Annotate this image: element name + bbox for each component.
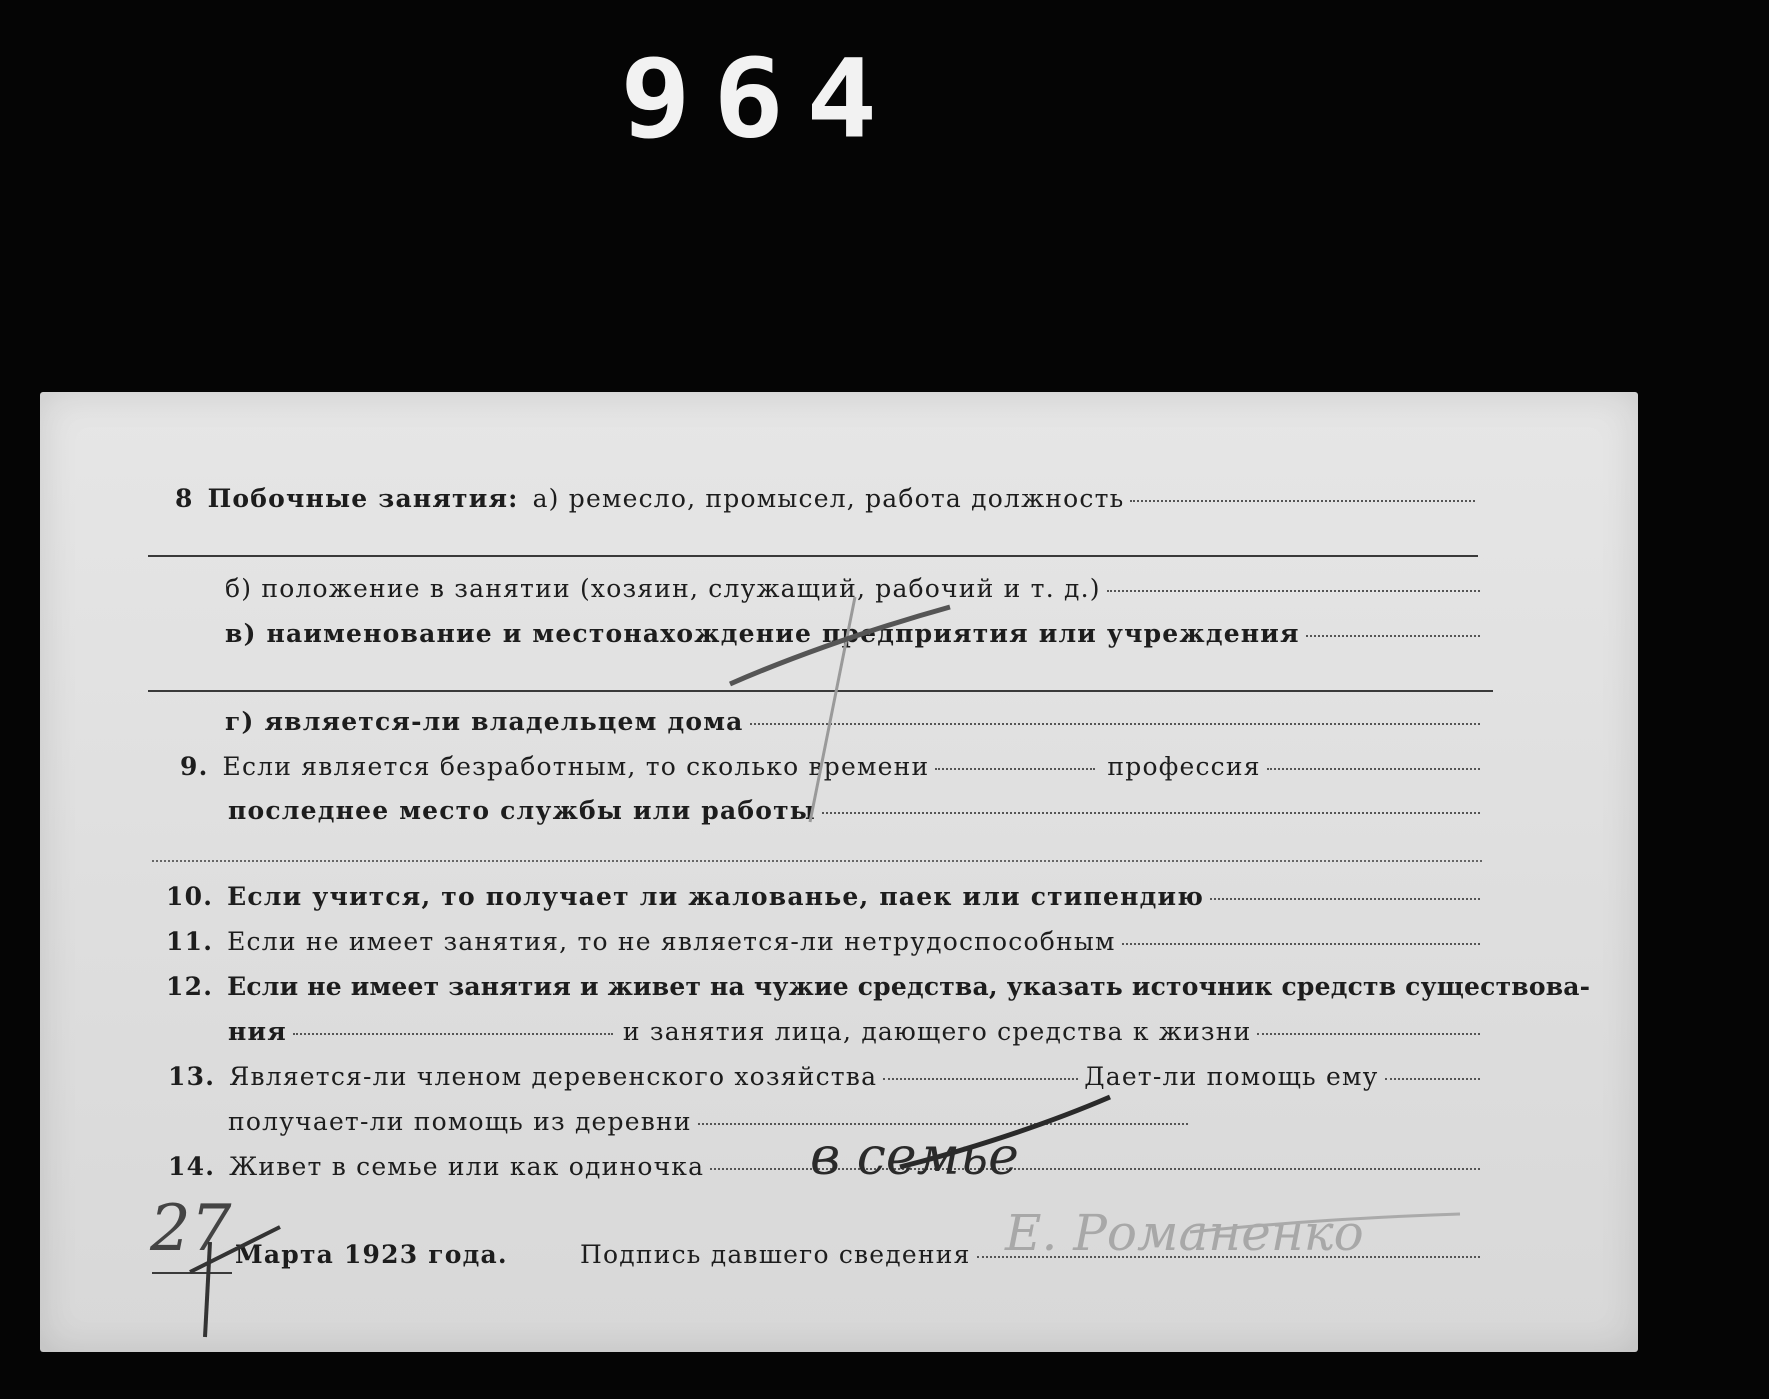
q11-number: 11. bbox=[166, 927, 214, 956]
q13-member-field bbox=[883, 1078, 1078, 1080]
q13-number: 13. bbox=[168, 1062, 216, 1091]
q9-duration-label: Если является безработным, то сколько времени bbox=[222, 752, 930, 781]
q12-source-label: ния bbox=[228, 1017, 287, 1046]
q12-source-field bbox=[293, 1033, 613, 1035]
q8-title: Побочные занятия: bbox=[207, 484, 519, 513]
q13-member-label: Является-ли членом деревенского хозяйства bbox=[229, 1062, 878, 1091]
q14-handwritten-answer: в семье bbox=[810, 1127, 1019, 1187]
q8-g-field bbox=[750, 723, 1480, 725]
footer-date bbox=[235, 1240, 508, 1269]
q8-b-label: б) положение в занятии (хозяин, служащий, рабочий и т. д.) bbox=[225, 574, 1101, 603]
q8-line-g bbox=[225, 707, 1480, 736]
q8-a-label: а) ремесло, промысел, работа должность bbox=[532, 484, 1125, 513]
q8-b-field bbox=[1107, 590, 1480, 592]
q11-line bbox=[166, 927, 1480, 956]
q12-line-1 bbox=[166, 972, 1591, 1001]
handwritten-signature: Е. Романенко bbox=[1005, 1204, 1364, 1262]
q12-provider-field bbox=[1257, 1033, 1480, 1035]
q9-line-2 bbox=[228, 796, 1480, 825]
q10-label: Если учится, то получает ли жалованье, паек или стипендию bbox=[227, 882, 1205, 911]
footer-date-line bbox=[152, 1272, 232, 1274]
q12-line-2 bbox=[228, 1017, 1480, 1046]
q13-line-2 bbox=[228, 1107, 1188, 1136]
footer-day-handwritten: 27 bbox=[150, 1192, 232, 1266]
q11-field bbox=[1122, 943, 1480, 945]
q9-profession-field bbox=[1267, 768, 1480, 770]
q14-number: 14. bbox=[168, 1152, 216, 1181]
q13-receives-label: получает-ли помощь из деревни bbox=[228, 1107, 692, 1136]
q9-last-job-field bbox=[822, 812, 1480, 814]
q8-v-answer-line bbox=[148, 690, 1493, 692]
q8-number: 8 bbox=[175, 484, 194, 513]
q8-v-label: в) наименование и местонахождение предприятия или учреждения bbox=[225, 619, 1300, 648]
q9-number: 9. bbox=[180, 752, 209, 781]
footer-date-label: Марта 1923 года. bbox=[235, 1240, 508, 1269]
q8-g-label: г) является-ли владельцем дома bbox=[225, 707, 744, 736]
q10-line bbox=[166, 882, 1480, 911]
signature-label: Подпись давшего сведения bbox=[580, 1240, 971, 1269]
handwritten-marks bbox=[40, 392, 1638, 1352]
q9-answer-line bbox=[152, 860, 1482, 862]
q9-profession-label: профессия bbox=[1107, 752, 1261, 781]
frame-number: 964 bbox=[620, 35, 900, 163]
q11-label: Если не имеет занятия, то не является-ли нетрудоспособным bbox=[227, 927, 1116, 956]
q12-provider-label: и занятия лица, дающего средства к жизни bbox=[622, 1017, 1252, 1046]
q8-line-b bbox=[225, 574, 1480, 603]
q13-help-label: Дает-ли помощь ему bbox=[1084, 1062, 1379, 1091]
q12-number: 12. bbox=[166, 972, 214, 1001]
q9-duration-field bbox=[935, 768, 1095, 770]
questionnaire-card bbox=[40, 392, 1638, 1352]
q14-label: Живет в семье или как одиночка bbox=[229, 1152, 705, 1181]
q13-line-1 bbox=[168, 1062, 1480, 1091]
q8-line-a bbox=[175, 484, 1475, 513]
q8-a-answer-line bbox=[148, 555, 1478, 557]
q9-last-job-label: последнее место службы или работы bbox=[228, 796, 817, 825]
q8-a-field bbox=[1130, 500, 1475, 502]
q10-field bbox=[1210, 898, 1480, 900]
q13-receives-field bbox=[698, 1123, 1188, 1125]
q8-v-field bbox=[1306, 635, 1480, 637]
q8-line-v bbox=[225, 619, 1480, 648]
q10-number: 10. bbox=[166, 882, 214, 911]
q13-help-field bbox=[1385, 1078, 1480, 1080]
q9-line-1 bbox=[180, 752, 1480, 781]
q12-label: Если не имеет занятия и живет на чужие средства, указать источник средств существова- bbox=[227, 972, 1591, 1001]
